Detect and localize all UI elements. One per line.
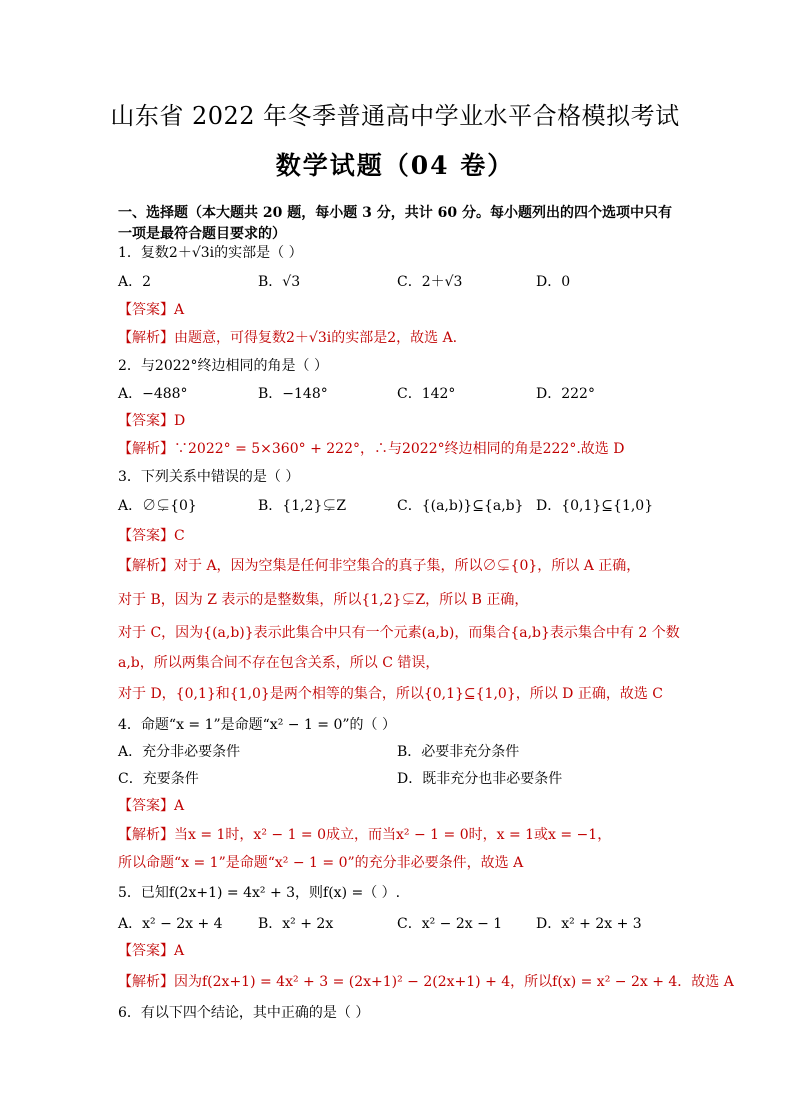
q1-option-b: B．√3 <box>258 274 301 290</box>
analysis-tag: 【解析】 <box>118 558 174 574</box>
q5-analysis-text: 因为f(2x+1) = 4x² + 3 = (2x+1)² − 2(2x+1) + 4，所以f(x) = x² − 2x + 4．故选 A <box>174 974 734 990</box>
q2-option-a: A．−488° <box>118 386 188 402</box>
q3-analysis-text-1: 对于 A，因为空集是任何非空集合的真子集，所以∅⊊{0}，所以 A 正确， <box>174 558 641 574</box>
q5-answer-value: A <box>174 943 185 959</box>
q2-analysis-text: ∵2022° = 5×360° + 222°，∴与2022°终边相同的角是222°.故选 D <box>174 441 625 457</box>
q4-stem: 4．命题“x = 1”是命题“x² − 1 = 0”的（ ） <box>118 717 397 733</box>
q1-answer <box>118 301 184 319</box>
q1-option-a: A．2 <box>118 274 152 290</box>
q2-answer-value: D <box>174 413 186 429</box>
q2-option-b: B．−148° <box>258 386 328 402</box>
q1-stem: 1．复数2＋√3i的实部是（ ） <box>118 245 303 261</box>
q5-option-b: B．x² + 2x <box>258 916 334 932</box>
q5-option-a: A．x² − 2x + 4 <box>118 916 223 932</box>
q2-analysis <box>118 440 624 458</box>
q1-analysis-text: 由题意，可得复数2＋√3i的实部是2，故选 A. <box>174 330 458 346</box>
q3-analysis-line-4: a,b，所以两集合间不存在包含关系，所以 C 错误， <box>118 655 440 671</box>
q5-option-c: C．x² − 2x − 1 <box>397 916 503 932</box>
section-heading: 一、选择题（本大题共 20 题，每小题 3 分，共计 60 分。每小题列出的四个选项中只有一项是最符合题目要求的） <box>118 205 672 242</box>
q4-answer-value: A <box>174 798 185 814</box>
q2-answer <box>118 412 185 430</box>
q5-stem: 5．已知f(2x+1) = 4x² + 3，则f(x) =（ ）. <box>118 885 401 901</box>
q3-option-d: D．{0,1}⊆{1,0} <box>536 498 654 514</box>
q3-stem: 3．下列关系中错误的是（ ） <box>118 469 300 485</box>
q1-option-d: D．0 <box>536 274 571 290</box>
answer-tag: 【答案】 <box>118 943 174 959</box>
analysis-tag: 【解析】 <box>118 441 174 457</box>
q3-analysis-line-1 <box>118 557 640 575</box>
q6-stem: 6．有以下四个结论，其中正确的是（ ） <box>118 1005 370 1021</box>
q3-analysis-line-5: 对于 D，{0,1}和{1,0}是两个相等的集合，所以{0,1}⊆{1,0}，所以 D 正确，故选 C <box>118 686 664 702</box>
q4-analysis-line-2: 所以命题“x = 1”是命题“x² − 1 = 0”的充分非必要条件，故选 A <box>118 855 524 871</box>
q5-option-d: D．x² + 2x + 3 <box>536 916 642 932</box>
exam-title: 山东省 2022 年冬季普通高中学业水平合格模拟考试 <box>110 102 680 130</box>
q2-option-c: C．142° <box>397 386 456 402</box>
q4-option-a: A．充分非必要条件 <box>118 744 241 760</box>
exam-subtitle: 数学试题（04 卷） <box>275 151 515 180</box>
q4-option-c: C．充要条件 <box>118 771 199 787</box>
analysis-tag: 【解析】 <box>118 974 174 990</box>
q3-option-b: B．{1,2}⊊Z <box>258 498 347 514</box>
q3-option-a: A．∅⊊{0} <box>118 498 197 514</box>
q2-stem: 2．与2022°终边相同的角是（ ） <box>118 358 328 374</box>
q1-analysis <box>118 329 457 347</box>
q4-option-b: B．必要非充分条件 <box>397 744 520 760</box>
q4-option-d: D．既非充分也非必要条件 <box>397 771 563 787</box>
q5-analysis <box>118 973 734 991</box>
q4-analysis-line-1 <box>118 826 611 844</box>
answer-tag: 【答案】 <box>118 302 174 318</box>
q3-answer-value: C <box>174 528 185 544</box>
q1-option-c: C．2＋√3 <box>397 274 463 290</box>
analysis-tag: 【解析】 <box>118 827 174 843</box>
q3-analysis-line-2: 对于 B，因为 Z 表示的是整数集，所以{1,2}⊊Z，所以 B 正确， <box>118 592 529 608</box>
answer-tag: 【答案】 <box>118 798 174 814</box>
analysis-tag: 【解析】 <box>118 330 174 346</box>
q3-analysis-line-3: 对于 C，因为{(a,b)}表示此集合中只有一个元素(a,b)，而集合{a,b}表示集合中有 2 个数 <box>118 625 680 641</box>
answer-tag: 【答案】 <box>118 528 174 544</box>
q4-answer <box>118 797 184 815</box>
q1-answer-value: A <box>174 302 185 318</box>
q5-answer <box>118 942 184 960</box>
q3-answer <box>118 527 185 545</box>
q4-analysis-text-1: 当x = 1时，x² − 1 = 0成立，而当x² − 1 = 0时，x = 1或x = −1， <box>174 827 612 843</box>
q2-option-d: D．222° <box>536 386 595 402</box>
answer-tag: 【答案】 <box>118 413 174 429</box>
q3-option-c: C．{(a,b)}⊆{a,b} <box>397 498 524 514</box>
